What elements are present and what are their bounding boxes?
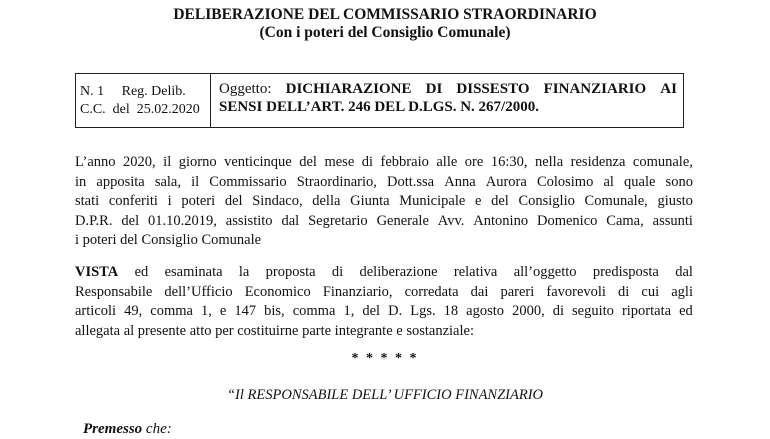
document-title: DELIBERAZIONE DEL COMMISSARIO STRAORDINARIO [173,6,597,23]
premesso-heading: Premesso che: [83,421,172,437]
subject-label: Oggetto: [219,81,272,97]
paragraph-line: VISTA ed esaminata la proposta di deliberazione relativa all’oggetto predisposta dal [75,263,693,283]
opening-paragraph [75,153,693,251]
subject-word: DICHIARAZIONE [285,81,412,97]
subject-cell [211,74,683,127]
registry-cell [76,74,211,127]
paragraph-line: i poteri del Consiglio Comunale [75,232,262,249]
vista-paragraph [75,263,693,341]
subject-word: FINANZIARIO [543,81,647,97]
paragraph-line: L’anno 2020, il giorno venticinque del mese di febbraio alle ore 16:30, nella residenza comunale, [75,154,693,170]
document-subtitle: (Con i poteri del Consiglio Comunale) [259,24,511,41]
paragraph-line: in apposita sala, il Commissario Straordinario, Dott.ssa Anna Aurora Colosimo al quale sono [75,173,693,190]
registry-number: N. 1 Reg. Delib. [80,84,186,99]
subject-line-1 [219,80,677,98]
paragraph-line: articoli 49, comma 1, e 147 bis, comma 1, del D. Lgs. 18 agosto 2000, di seguito riportata ed [75,303,693,320]
subject-word: AI [660,81,677,97]
subject-line-2: SENSI DELL’ART. 246 DEL D.LGS. N. 267/2000. [219,99,539,115]
vista-lead: VISTA [75,264,119,280]
section-separator: * * * * * [351,351,419,366]
header-box [75,73,684,128]
responsible-heading: “Il RESPONSABILE DELL’ UFFICIO FINANZIARIO [226,387,544,403]
paragraph-line: stati conferiti i poteri del Sindaco, della Giunta Municipale e del Consiglio Comunale, giusto [75,193,693,210]
subject-word: DI [425,81,443,97]
paragraph-line: Responsabile dell’Ufficio Economico Finanziario, corredata dai pareri favorevoli di cui agli [75,283,693,300]
paragraph-line: allegata al presente atto per costituirne parte integrante e sostanziale: [75,322,474,339]
subject-word: DISSESTO [456,81,530,97]
registry-date: C.C. del 25.02.2020 [80,102,200,117]
paragraph-line: D.P.R. del 01.10.2019, assistito dal Segretario Generale Avv. Antonino Domenico Cama, assunti [75,212,693,229]
